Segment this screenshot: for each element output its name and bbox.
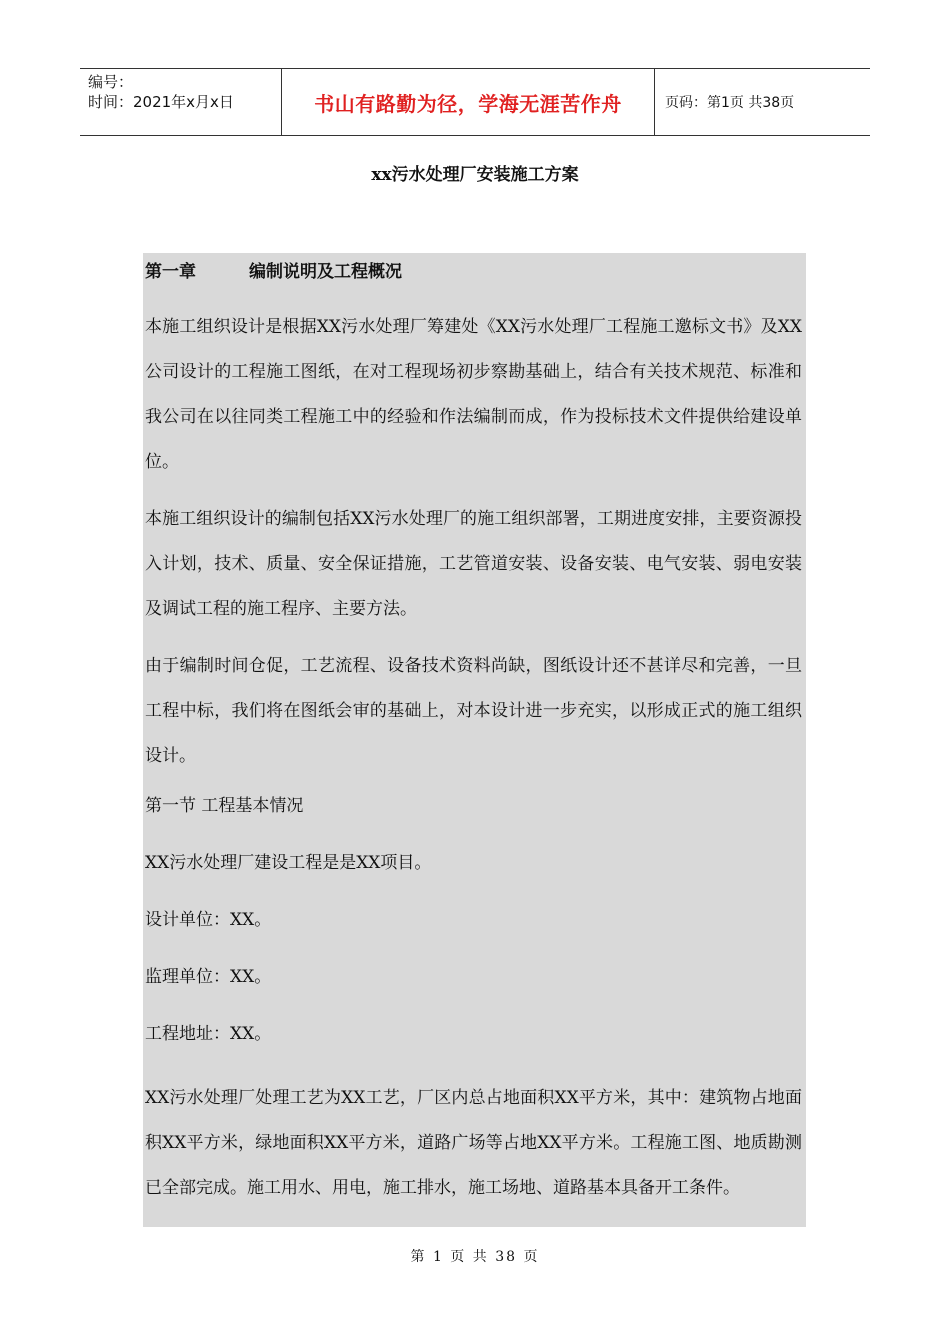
paragraph-process: XX污水处理厂处理工艺为XX工艺，厂区内总占地面积XX平方米，其中：建筑物占地面积XX平方米，绿地面积XX平方米，道路广场等占地XX平方米。工程施工图、地质勘测已全部完成。施工用水、用电，施工排水，施工场地、道路基本具备开工条件。 — [145, 1088, 802, 1198]
header-motto: 书山有路勤为径，学海无涯苦作舟 — [282, 69, 655, 135]
header-meta-cell — [80, 69, 282, 135]
document-number-label: 编号： — [88, 73, 134, 91]
document-time-label: 时间：2021年x月x日 — [88, 93, 234, 111]
paragraph-note: 由于编制时间仓促，工艺流程、设备技术资料尚缺，图纸设计还不甚详尽和完善，一旦工程中标，我们将在图纸会审的基础上，对本设计进一步充实，以形成正式的施工组织设计。 — [145, 656, 802, 766]
chapter-heading — [145, 257, 802, 287]
chapter-number: 第一章 — [145, 262, 196, 282]
paragraph-basis: 本施工组织设计是根据XX污水处理厂筹建处《XX污水处理厂工程施工邀标文书》及XX公司设计的工程施工图纸，在对工程现场初步察勘基础上，结合有关技术规范、标准和我公司在以往同类工程施工中的经验和作法编制而成，作为投标技术文件提供给建设单位。 — [145, 317, 802, 472]
info-line-address: 工程地址：XX。 — [145, 1024, 272, 1044]
info-line-design-unit: 设计单位：XX。 — [145, 910, 272, 930]
info-line-supervision-unit: 监理单位：XX。 — [145, 967, 272, 987]
document-body — [143, 253, 806, 1227]
chapter-title: 编制说明及工程概况 — [249, 262, 402, 282]
section-title: 第一节 工程基本情况 — [145, 796, 304, 816]
header-page-info: 页码：第1页 共38页 — [665, 95, 795, 111]
document-title: xx污水处理厂安装施工方案 — [371, 165, 579, 185]
page-footer: 第 1 页 共 38 页 — [410, 1249, 540, 1265]
header-table — [80, 68, 870, 136]
info-line-project: XX污水处理厂建设工程是是XX项目。 — [145, 853, 432, 873]
paragraph-scope: 本施工组织设计的编制包括XX污水处理厂的施工组织部署，工期进度安排，主要资源投入计划，技术、质量、安全保证措施，工艺管道安装、设备安装、电气安装、弱电安装及调试工程的施工程序、主要方法。 — [145, 509, 802, 619]
